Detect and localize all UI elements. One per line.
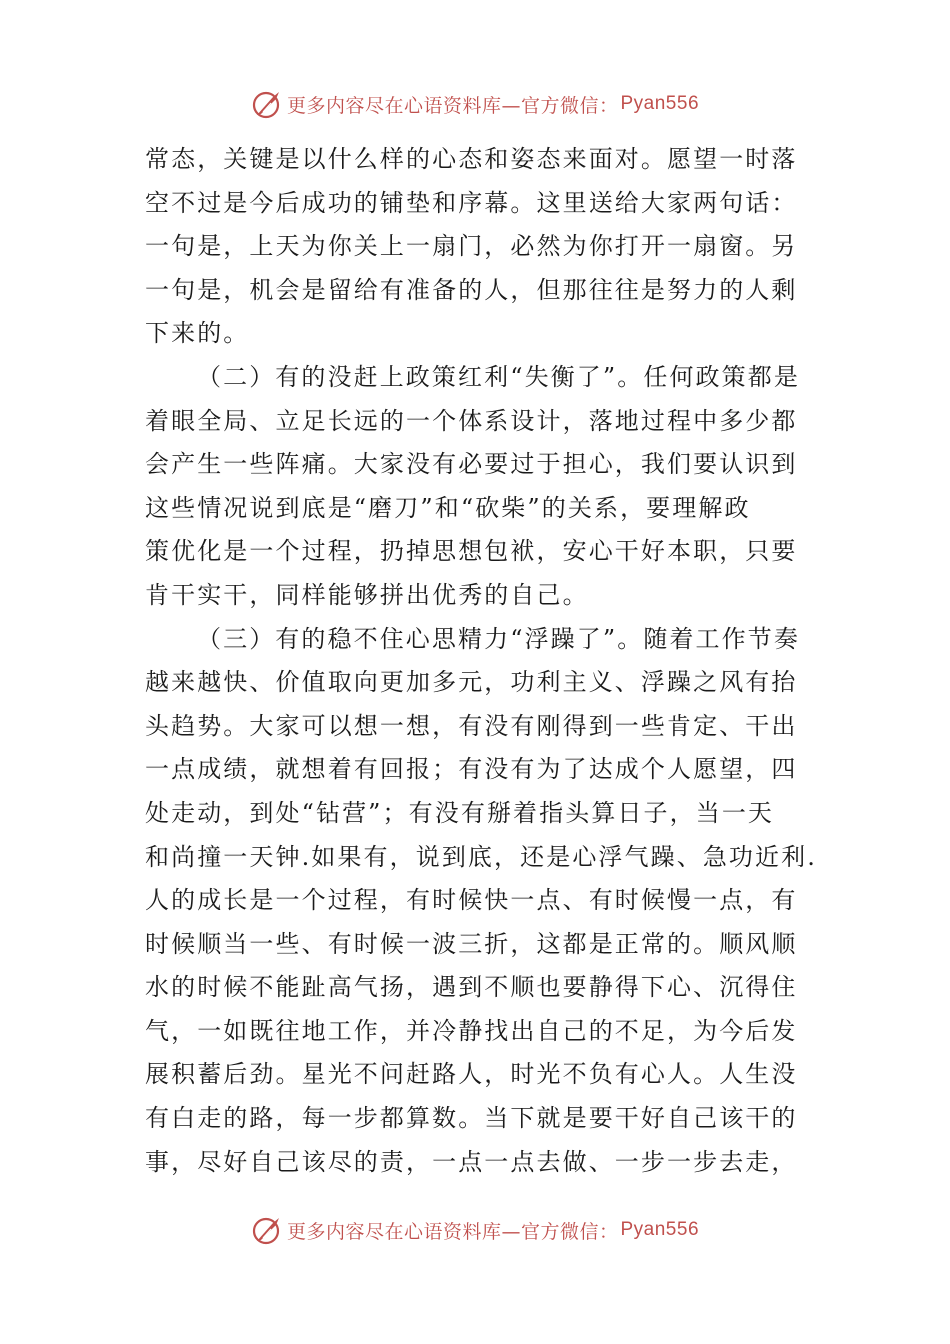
text-line: 头趋势。大家可以想一想，有没有刚得到一些肯定、干出 [145, 711, 798, 740]
text-line: 着眼全局、立足长远的一个体系设计，落地过程中多少都 [145, 406, 798, 435]
text-line: 事，尽好自己该尽的责，一点一点去做、一步一步去走， [145, 1147, 798, 1176]
text-line: 人的成长是一个过程，有时候快一点、有时候慢一点，有 [145, 886, 798, 915]
text-line: 气，一如既往地工作，并冷静找出自己的不足，为今后发 [145, 1016, 798, 1045]
text-line: 常态，关键是以什么样的心态和姿态来面对。愿望一时落 [145, 145, 798, 173]
text-line: 展积蓄后劲。星光不问赶路人，时光不负有心人。人生没 [145, 1060, 798, 1089]
text-line: 一句是，上天为你关上一扇门，必然为你打开一扇窗。另 [145, 232, 798, 261]
footer-watermark [0, 1210, 950, 1250]
quill-logo-icon [251, 88, 283, 120]
text-line: 策优化是一个过程，扔掉思想包袱，安心干好本职，只要 [145, 537, 798, 566]
text-line: 越来越快、价值取向更加多元，功利主义、浮躁之风有抬 [145, 668, 798, 697]
text-line: （三）有的稳不住心思精力“浮躁了”。随着工作节奏 [197, 624, 800, 653]
watermark-text: 更多内容尽在心语资料库—官方微信： [286, 94, 619, 117]
text-line: 一句是，机会是留给有准备的人，但那往往是努力的人剩 [145, 275, 798, 304]
text-line: 水的时候不能趾高气扬，遇到不顺也要静得下心、沉得住 [145, 973, 798, 1002]
text-line: 一点成绩，就想着有回报；有没有为了达成个人愿望，四 [145, 755, 798, 784]
text-line: 和尚撞一天钟.如果有，说到底，还是心浮气躁、急功近利. [145, 842, 817, 871]
watermark-wechat-id: Pyan556 [620, 93, 700, 114]
document-body [145, 138, 817, 1184]
text-line: 有白走的路，每一步都算数。当下就是要干好自己该干的 [145, 1104, 798, 1133]
watermark-wechat-id: Pyan556 [620, 1219, 700, 1240]
text-line: （二）有的没赶上政策红利“失衡了”。任何政策都是 [197, 362, 800, 391]
text-line: 肯干实干，同样能够拼出优秀的自己。 [145, 580, 589, 609]
text-line: 时候顺当一些、有时候一波三折，这都是正常的。顺风顺 [145, 929, 798, 958]
text-line: 空不过是今后成功的铺垫和序幕。这里送给大家两句话： [145, 188, 798, 217]
text-line: 这些情况说到底是“磨刀”和“砍柴”的关系，要理解政 [145, 493, 751, 522]
watermark-text: 更多内容尽在心语资料库—官方微信： [286, 1220, 619, 1243]
text-line: 会产生一些阵痛。大家没有必要过于担心，我们要认识到 [145, 450, 798, 479]
text-line: 下来的。 [145, 319, 250, 348]
header-watermark [0, 84, 950, 124]
text-line: 处走动，到处“钻营”；有没有掰着指头算日子，当一天 [145, 798, 775, 827]
quill-logo-icon [251, 1214, 283, 1246]
